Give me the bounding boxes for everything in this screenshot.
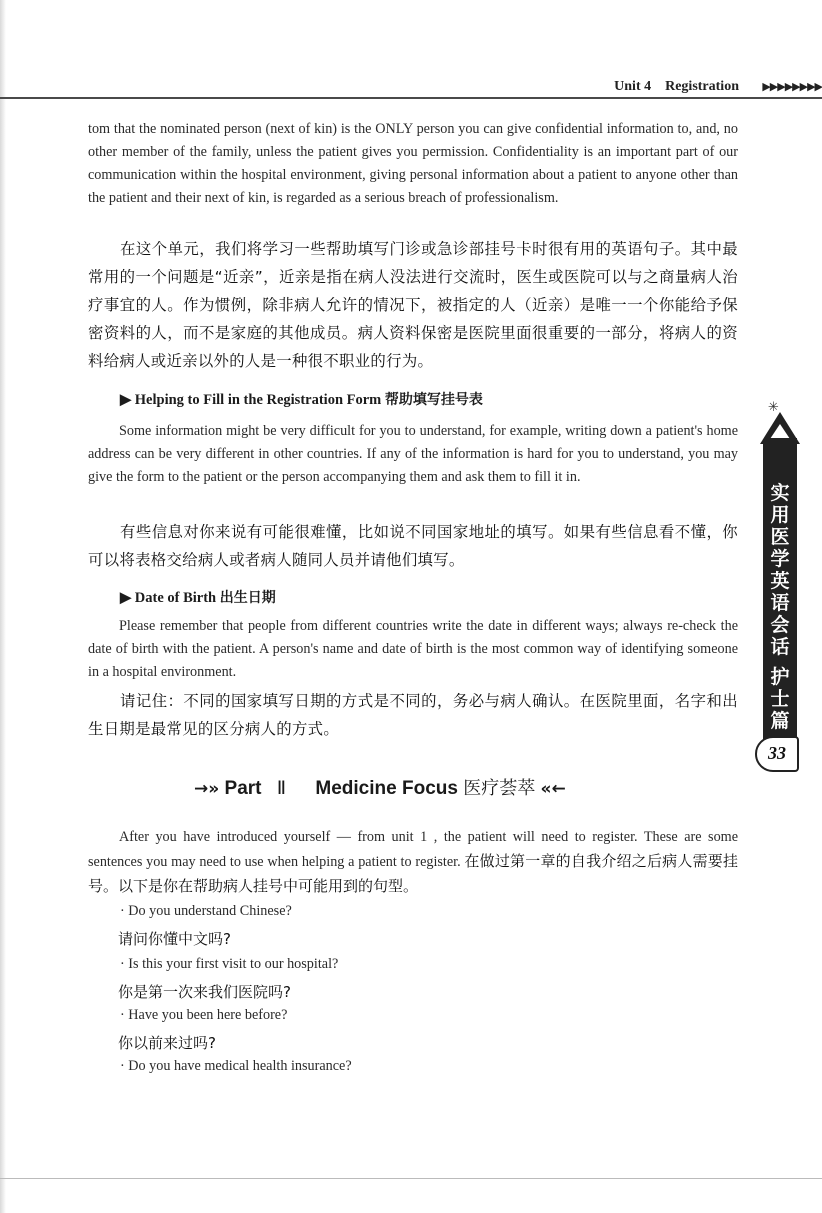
sparkle-icon: ✳: [768, 400, 779, 415]
side-tab-char: 医: [770, 526, 790, 548]
part-title-zh: 医疗荟萃: [463, 778, 536, 799]
dob-section-heading: [120, 587, 276, 607]
chapter-side-tab: [763, 438, 797, 756]
header-arrows-icon: ▶▶▶▶▶▶▶▶: [762, 80, 822, 93]
sentence-en-1: · Do you understand Chinese?: [120, 903, 292, 919]
triangle-bullet-icon: ▶: [120, 590, 132, 606]
side-tab-book-title: [763, 482, 797, 658]
part-title-en: Medicine Focus: [315, 778, 458, 799]
side-tab-char: 实: [770, 482, 790, 504]
running-header: [0, 78, 822, 98]
header-unit-label: Unit 4: [614, 79, 652, 94]
side-tab-char: 士: [770, 688, 790, 710]
intro-zh-paragraph: 在这个单元，我们将学习一些帮助填写门诊或急诊部挂号卡时很有用的英语句子。其中最常用的一个问题是“近亲”，近亲是指在病人没法进行交流时，医生或医院可以与之商量病人治疗事宜的人。作为惯例，除非病人允许的情况下，被指定的人（近亲）是唯一一个你能给予保密资料的人，而不是家庭的其他成员。病人资料保密是医院里面很重要的一部分，将病人的资料给病人或近亲以外的人是一种很不职业的行为。: [88, 240, 738, 370]
form-heading-zh: 帮助填写挂号表: [384, 392, 483, 408]
part-intro-en: After you have introduced yourself — from unit 1 , the patient will need to register. These are some sentences you may need to use when helping a patient to register.: [88, 829, 738, 870]
sentence-zh-1: 请问你懂中文吗?: [118, 930, 231, 948]
side-tab-gap: [763, 658, 797, 666]
header-unit: [614, 79, 739, 95]
intro-en-paragraph: tom that the nominated person (next of kin) is the ONLY person you can give confidential information to, and, no other member of the family, unless the patient gives you permission. Confidentiality is an important part of our communication within the hospital environment, giving personal information about a patient to anyone other than the patient and their next of kin, is regarded as a serious breach of professionalism.: [88, 121, 738, 206]
arrow-deco-right-icon: «←: [540, 779, 566, 799]
dob-zh-paragraph: 请记住：不同的国家填写日期的方式是不同的，务必与病人确认。在医院里面，名字和出生日期是最常见的区分病人的方式。: [88, 692, 738, 738]
side-tab-char: 话: [770, 636, 790, 658]
triangle-bullet-icon: ▶: [120, 392, 132, 408]
part-banner: [194, 774, 566, 800]
part-intro-paragraph: [88, 825, 738, 899]
arrow-deco-left-icon: →»: [194, 779, 220, 799]
side-tab-volume: [763, 666, 797, 732]
sentence-zh-3: 你以前来过吗?: [118, 1034, 216, 1052]
footer-rule: [0, 1178, 822, 1179]
part-label: Part: [224, 778, 262, 799]
form-heading-en: Helping to Fill in the Registration Form: [134, 392, 382, 408]
side-tab-char: 学: [770, 548, 790, 570]
part-number: Ⅱ: [276, 778, 287, 799]
form-en-paragraph: Some information might be very difficult for you to understand, for example, writing down a patient's home address can be very different in other countries. If any of the information is hard for you to understand, you may give the form to the patient or the person accompanying them and ask them to fill it in.: [88, 423, 738, 485]
part-intro-zh: 在做过第一章的自我介绍之后病人需要挂号。以下是你在帮助病人挂号中可能用到的句型。: [88, 852, 738, 895]
side-tab-char: 护: [770, 666, 790, 688]
sentence-en-2: · Is this your first visit to our hospital?: [120, 956, 339, 972]
side-tab-char: 用: [770, 504, 790, 526]
dob-en-paragraph: Please remember that people from different countries write the date in different ways; always re-check the date of birth with the patient. A person's name and date of birth is the most common way of identifying someone in a hospital environment.: [88, 618, 738, 680]
form-zh-paragraph: 有些信息对你来说有可能很难懂，比如说不同国家地址的填写。如果有些信息看不懂，你可以将表格交给病人或者病人随同人员并请他们填写。: [88, 523, 738, 569]
side-tab-char: 会: [770, 614, 790, 636]
dob-heading-en: Date of Birth: [134, 590, 217, 606]
page-number: 33: [755, 736, 799, 772]
side-tab-char: 语: [770, 592, 790, 614]
header-section-label: Registration: [665, 79, 739, 94]
sentence-zh-2: 你是第一次来我们医院吗?: [118, 983, 291, 1001]
form-section-heading: [120, 389, 483, 409]
sentence-en-4: · Do you have medical health insurance?: [120, 1058, 352, 1074]
sentence-en-3: · Have you been here before?: [120, 1007, 288, 1023]
dob-heading-zh: 出生日期: [219, 590, 276, 606]
page-edge-shadow: [0, 0, 6, 1213]
side-tab-char: 篇: [770, 710, 790, 732]
side-tab-char: 英: [770, 570, 790, 592]
header-rule: [0, 97, 822, 99]
side-tab-text: [763, 482, 797, 732]
